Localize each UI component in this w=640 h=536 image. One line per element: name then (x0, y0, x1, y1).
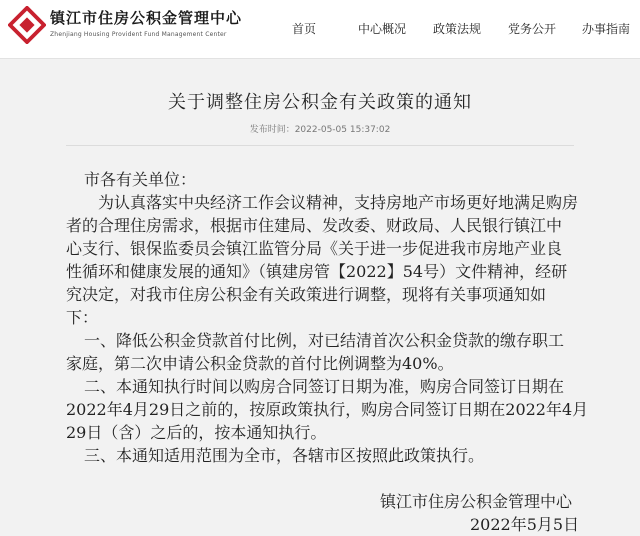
nav-item-policies[interactable]: 政策法规 (433, 22, 482, 36)
body-line: 性循环和健康发展的通知》（镇建房管【2022】54号）文件精神，经研 (66, 262, 568, 281)
article-title: 关于调整住房公积金有关政策的通知 (168, 92, 472, 113)
body-line: 为认真落实中央经济工作会议精神，支持房地产市场更好地满足购房 (98, 193, 579, 212)
signature-date: 2022年5月5日 (470, 515, 580, 534)
body-line: 心支行、银保监委员会镇江监管分局《关于进一步促进我市房地产业良 (66, 239, 563, 258)
nav-item-overview[interactable]: 中心概况 (358, 22, 407, 36)
body-line: 一、降低公积金贷款首付比例，对已结清首次公积金贷款的缴存职工 (84, 331, 565, 350)
top-header-bar (0, 0, 640, 59)
signature: 镇江市住房公积金管理中心 (380, 492, 573, 511)
org-name-en: Zhenjiang Housing Provident Fund Management Center (50, 31, 227, 38)
body-line: 2022年4月29日之前的，按原政策执行，购房合同签订日期在2022年4月 (66, 400, 589, 419)
body-line: 究决定，对我市住房公积金有关政策进行调整，现将有关事项通知如 (66, 285, 547, 304)
nav-item-home[interactable]: 首页 (292, 22, 317, 36)
nav-item-party-affairs[interactable]: 党务公开 (508, 22, 557, 36)
main-nav (0, 20, 640, 40)
body-line: 者的合理住房需求，根据市住建局、发改委、财政局、人民银行镇江中 (66, 216, 563, 235)
title-divider (66, 145, 574, 146)
org-name-cn[interactable]: 镇江市住房公积金管理中心 (50, 9, 243, 27)
body-line: 29日（含）之后的，按本通知执行。 (66, 423, 327, 442)
body-line: 家庭，第二次申请公积金贷款的首付比例调整为40%。 (66, 354, 454, 373)
publish-time: 发布时间：2022-05-05 15:37:02 (249, 125, 391, 135)
salutation: 市各有关单位： (84, 170, 197, 189)
body-line: 二、本通知执行时间以购房合同签订日期为准，购房合同签订日期在 (84, 377, 565, 396)
nav-item-service-guide[interactable]: 办事指南 (582, 22, 631, 36)
body-line: 三、本通知适用范围为全市，各辖市区按照此政策执行。 (84, 446, 485, 465)
body-line: 下： (66, 308, 99, 327)
